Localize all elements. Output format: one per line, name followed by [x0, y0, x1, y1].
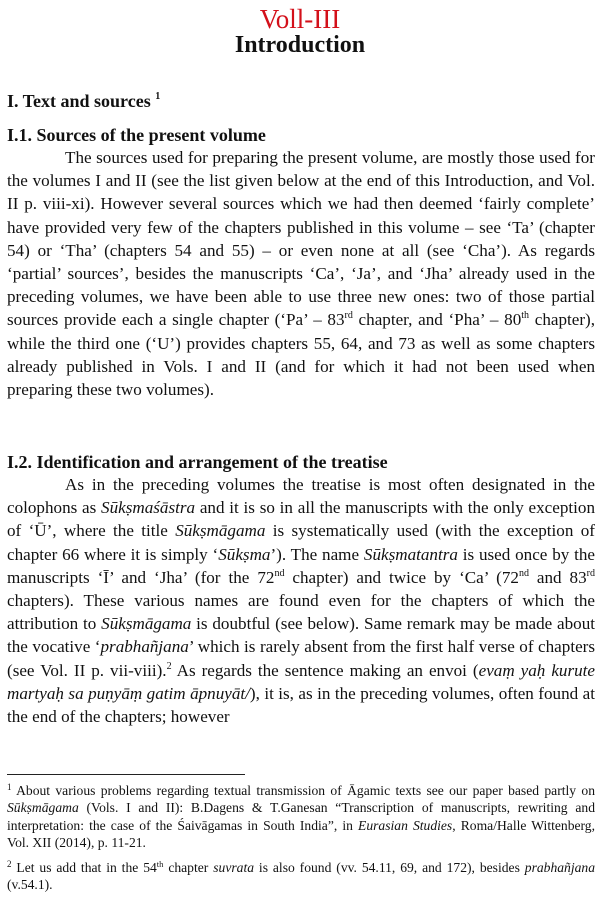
paragraph-identification [7, 473, 595, 728]
paragraph-text: chapter, and ‘Pha’ – 80 [352, 310, 522, 330]
italic-term: prabhañjana [524, 860, 596, 875]
italic-term: suvrata [213, 860, 255, 875]
footnote-text: is also found (vv. 54.11, 69, and 172), besides [254, 860, 525, 875]
paragraph-text: is systematically used (with the exception of chapter 66 where it is simply ‘ [7, 521, 595, 564]
superscript: th [156, 859, 164, 869]
section-heading-label: I. Text and sources [7, 91, 151, 111]
subsection-heading-identification: I.2. Identification and arrangement of the treatise [7, 452, 388, 472]
footnote-mark: 2 [7, 859, 12, 869]
paragraph-text: chapter) and twice by ‘Ca’ (72 [284, 567, 519, 587]
section-heading-text-and-sources [7, 90, 160, 112]
footnote-mark: 1 [7, 782, 12, 792]
italic-term: Sūkṣmāgama [101, 614, 192, 634]
footnote-divider [7, 774, 245, 775]
italic-term: Sūkṣmaśāstra [101, 498, 196, 518]
italic-term: Sūkṣmatantra [363, 544, 458, 564]
footnote-text: Let us add that in the 54 [11, 860, 157, 875]
footnote-1 [7, 782, 595, 852]
paragraph-text: As regards the sentence making an envoi ( [171, 660, 479, 680]
paragraph-text: chapters). These various names are found even for the chapters of which the attribution to [7, 591, 595, 634]
footnote-reference-2[interactable]: 2 [166, 660, 172, 672]
paragraph-text: As in the preceding volumes the treatise is most often designated in the colophons as [7, 475, 595, 518]
volume-label: Voll-III [259, 4, 341, 34]
italic-term: Sūkṣmāgama [175, 521, 266, 541]
superscript: th [521, 310, 530, 322]
italic-term: Sūkṣma [218, 544, 271, 564]
paragraph-sources [7, 146, 595, 401]
footnote-text: chapter [163, 860, 214, 875]
footnote-text: , Roma/Halle Wittenberg, Vol. XII (2014), p. 11-21. [7, 817, 596, 851]
paragraph-text: and 83 [528, 567, 587, 587]
footnote-2 [7, 859, 595, 894]
italic-term: Sūkṣmāgama [7, 800, 79, 816]
superscript: nd [274, 567, 285, 579]
paragraph-text: and it is so in all the manuscripts with the only exception of ‘Ū’, where the title [7, 498, 595, 541]
paragraph-text: is doubtful (see below). Same remark may be made about the vocative ‘ [7, 614, 595, 657]
paragraph-text: is used once by the manuscripts ‘Ī’ and ‘Jha’ (for the 72 [7, 544, 596, 587]
footnote-text: About various problems regarding textual transmission of Āgamic texts see our paper based partly on [11, 783, 595, 798]
paragraph-text: ’). The name [270, 544, 364, 564]
superscript: rd [344, 310, 353, 322]
paragraph-text: ), it is, as in the preceding volumes, often found at the end of the chapters; however [7, 683, 595, 727]
paragraph-text: ’ which is rarely absent from the first half verse of chapters (see Vol. II p. vii-viii). [7, 637, 595, 680]
page-title: Introduction [234, 32, 366, 58]
footnote-reference-1[interactable]: 1 [155, 91, 161, 102]
footnote-text: (v.54.1). [7, 877, 53, 893]
superscript: rd [586, 567, 595, 579]
paragraph-text: chapter), while the third one (‘U’) provides chapters 55, 64, and 73 as well as some chapters already published in Vols. I and II (and for which it had not been used when preparing these two volumes). [7, 310, 595, 400]
paragraph-text: The sources used for preparing the present volume, are mostly those used for the volumes I and II (see the list given below at the end of this Introduction, and Vol. II p. viii-xi). However several sources which we had then deemed ‘fairly complete’ have provided very few of the chapters published in this volume – see ‘Ta’ (chapter 54) or ‘Tha’ (chapters 54 and 55) – or even none at all (see ‘Cha’). As regards ‘partial’ sources’, besides the manuscripts ‘Ca’, ‘Ja’, and ‘Jha’ already used in the preceding volumes, we have been able to use three new ones: two of those partial sources provide each a single chapter (‘Pa’ – 83 [7, 148, 595, 330]
superscript: nd [518, 567, 529, 579]
italic-term: Eurasian Studies [358, 817, 453, 833]
footnote-text: (Vols. I and II): B.Dagens & T.Ganesan “Transcription of manuscripts, rewriting and interpretation: the case of the Śaivāgamas in South India”, in [7, 800, 595, 833]
italic-term: evaṃ yaḥ kurute martyaḥ sa puṇyāṃ gatim āpnuyāt/ [7, 660, 595, 703]
italic-term: prabhañjana [100, 637, 189, 657]
subsection-heading-sources: I.1. Sources of the present volume [7, 125, 266, 145]
